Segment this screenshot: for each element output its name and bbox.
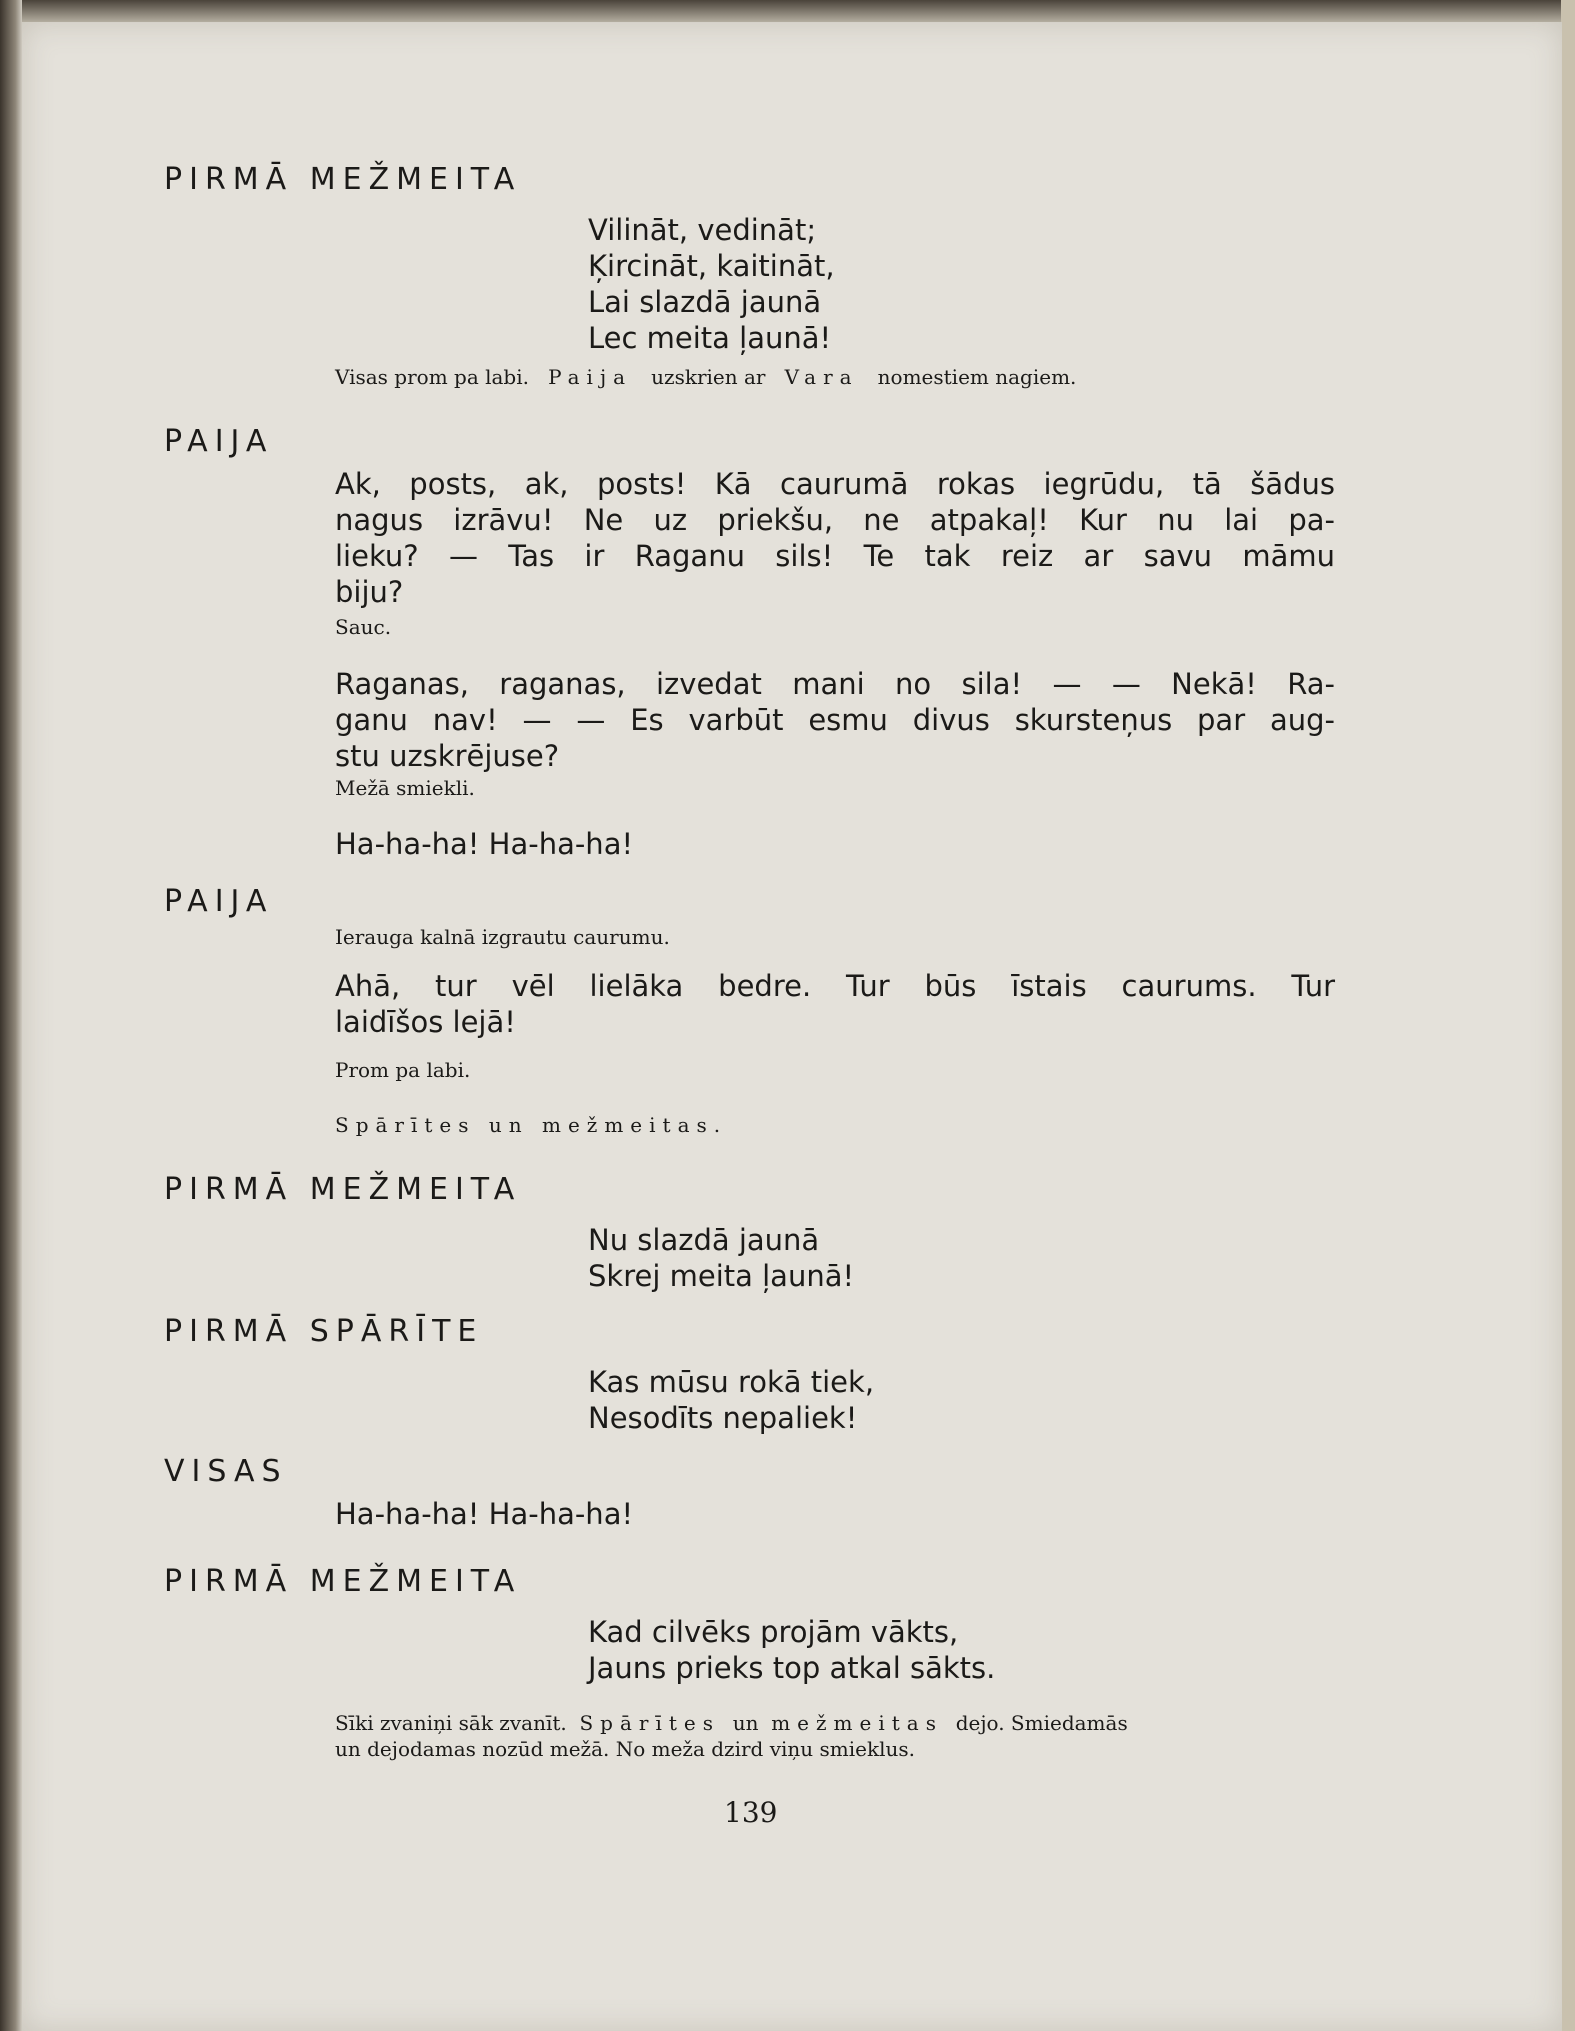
stage-direction: Ierauga kalnā izgrautu caurumu.: [335, 925, 670, 949]
speaker-label: PIRMĀ MEŽMEITA: [164, 1564, 522, 1599]
stage-line: un dejodamas nozūd mežā. No meža dzird viņu smieklus.: [335, 1737, 915, 1761]
verse-line: Ha-ha-ha! Ha-ha-ha!: [335, 1497, 634, 1531]
book-top-edge: [0, 0, 1575, 22]
speaker-label: PIRMĀ MEŽMEITA: [164, 1172, 522, 1207]
speaker-label: PAIJA: [164, 424, 274, 459]
verse-line: Lai slazdā jaunā: [588, 285, 822, 319]
book-right-edge: [1561, 0, 1575, 2031]
speaker-label: PIRMĀ SPĀRĪTE: [164, 1314, 484, 1349]
stage-name: Paija: [548, 365, 633, 389]
verse-block: [588, 1614, 995, 1686]
stage-text: dejo. Smiedamās: [955, 1711, 1128, 1735]
prose-block: [335, 466, 1335, 610]
stage-direction: [335, 364, 1076, 390]
verse-block: [588, 1364, 874, 1436]
speaker-label: VISAS: [164, 1454, 288, 1489]
verse-line: Ķircināt, kaitināt,: [588, 249, 835, 283]
speaker-label: PAIJA: [164, 884, 274, 919]
prose-line: Ahā, tur vēl lielāka bedre. Tur būs īstais caurums. Tur: [335, 969, 1335, 1003]
stage-text: uzskrien ar: [651, 365, 766, 389]
prose-line: nagus izrāvu! Ne uz priekšu, ne atpakaļ! Kur nu lai pa-: [335, 503, 1335, 537]
stage-name: Vara: [784, 365, 859, 389]
prose-line: biju?: [335, 575, 404, 609]
stage-name: Spārītes: [579, 1711, 720, 1735]
prose-line: stu uzskrējuse?: [335, 739, 560, 773]
verse-line: Skrej meita ļaunā!: [588, 1259, 855, 1293]
stage-direction: Sauc.: [335, 615, 392, 639]
prose-line: lieku? — Tas ir Raganu sils! Te tak reiz ar savu māmu: [335, 539, 1335, 573]
verse-block: [588, 212, 835, 356]
verse-line: Vilināt, vedināt;: [588, 213, 817, 247]
prose-line: Ak, posts, ak, posts! Kā caurumā rokas iegrūdu, tā šādus: [335, 467, 1335, 501]
stage-direction: Mežā smiekli.: [335, 776, 475, 800]
prose-block: [335, 666, 1335, 774]
stage-text: Sīki zvaniņi sāk zvanīt.: [335, 1711, 567, 1735]
prose-block: [335, 968, 1335, 1040]
stage-direction: Spārītes un mežmeitas.: [335, 1113, 728, 1137]
stage-text: un: [732, 1711, 759, 1735]
verse-line: Kad cilvēks projām vākts,: [588, 1615, 959, 1649]
speaker-label: PIRMĀ MEŽMEITA: [164, 162, 522, 197]
stage-name: mežmeitas: [771, 1711, 943, 1735]
verse-block: [588, 1222, 854, 1294]
prose-line: Raganas, raganas, izvedat mani no sila! — — Nekā! Ra-: [335, 667, 1335, 701]
stage-line: [335, 1710, 1128, 1736]
verse-line: Lec meita ļaunā!: [588, 321, 832, 355]
stage-text: nomestiem nagiem.: [877, 365, 1077, 389]
verse-line: Kas mūsu rokā tiek,: [588, 1365, 875, 1399]
verse-line: Jauns prieks top atkal sākts.: [588, 1651, 996, 1685]
stage-direction: [335, 1710, 1128, 1762]
verse-line: Ha-ha-ha! Ha-ha-ha!: [335, 827, 634, 861]
stage-direction: Prom pa labi.: [335, 1058, 471, 1082]
stage-text: Visas prom pa labi.: [335, 365, 529, 389]
page-number: 139: [724, 1796, 778, 1829]
book-page: [22, 22, 1562, 2031]
verse-line: Nesodīts nepaliek!: [588, 1401, 858, 1435]
prose-line: ganu nav! — — Es varbūt esmu divus skursteņus par aug-: [335, 703, 1335, 737]
prose-line: laidīšos lejā!: [335, 1005, 516, 1039]
book-spine: [0, 0, 22, 2031]
verse-line: Nu slazdā jaunā: [588, 1223, 820, 1257]
